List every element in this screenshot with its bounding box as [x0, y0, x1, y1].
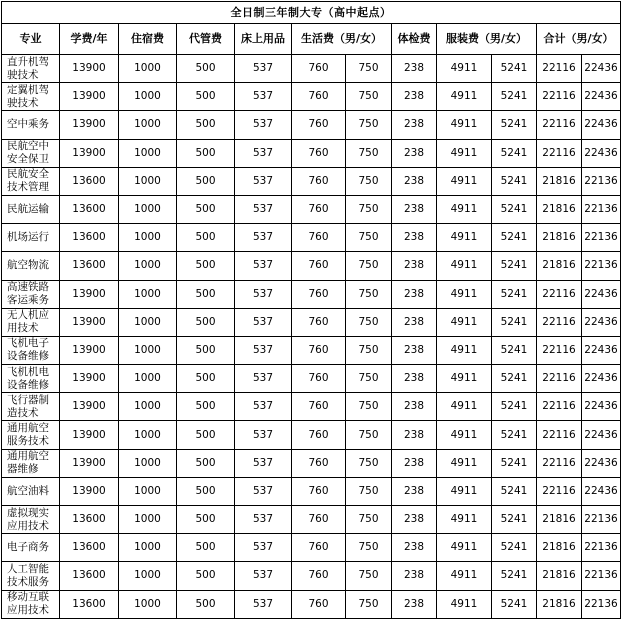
cell-uniform-female: 5241	[492, 280, 537, 308]
cell-living-male: 760	[292, 590, 346, 618]
cell-tuition: 13900	[60, 421, 119, 449]
cell-living-female: 750	[346, 308, 392, 336]
cell-bedding: 537	[235, 308, 292, 336]
cell-tuition: 13900	[60, 280, 119, 308]
cell-bedding: 537	[235, 252, 292, 280]
cell-physical: 238	[392, 308, 437, 336]
cell-dorm: 1000	[119, 308, 177, 336]
cell-total-male: 22116	[537, 393, 582, 421]
cell-total-male: 21816	[537, 167, 582, 195]
cell-major: 飞机机电设备维修	[2, 365, 60, 393]
cell-uniform-female: 5241	[492, 83, 537, 111]
cell-uniform-male: 4911	[437, 252, 492, 280]
cell-living-female: 750	[346, 336, 392, 364]
cell-physical: 238	[392, 449, 437, 477]
cell-tuition: 13600	[60, 252, 119, 280]
cell-total-female: 22136	[582, 252, 621, 280]
cell-major: 高速铁路客运乘务	[2, 280, 60, 308]
cell-agency: 500	[177, 421, 235, 449]
cell-uniform-female: 5241	[492, 477, 537, 505]
cell-total-male: 21816	[537, 506, 582, 534]
cell-major: 民航空中安全保卫	[2, 139, 60, 167]
cell-bedding: 537	[235, 506, 292, 534]
cell-total-male: 21816	[537, 224, 582, 252]
cell-living-male: 760	[292, 308, 346, 336]
cell-uniform-male: 4911	[437, 477, 492, 505]
header-major: 专业	[2, 24, 60, 55]
cell-dorm: 1000	[119, 139, 177, 167]
cell-major: 航空油料	[2, 477, 60, 505]
cell-living-female: 750	[346, 55, 392, 83]
header-agency: 代管费	[177, 24, 235, 55]
table-row	[2, 224, 621, 252]
cell-uniform-male: 4911	[437, 393, 492, 421]
table-row	[2, 308, 621, 336]
cell-physical: 238	[392, 590, 437, 618]
cell-uniform-female: 5241	[492, 139, 537, 167]
cell-living-female: 750	[346, 224, 392, 252]
cell-living-male: 760	[292, 449, 346, 477]
cell-living-male: 760	[292, 393, 346, 421]
cell-tuition: 13600	[60, 562, 119, 590]
cell-tuition: 13600	[60, 590, 119, 618]
cell-total-female: 22436	[582, 308, 621, 336]
cell-uniform-male: 4911	[437, 280, 492, 308]
header-row	[2, 24, 621, 55]
cell-uniform-female: 5241	[492, 562, 537, 590]
cell-tuition: 13600	[60, 506, 119, 534]
cell-living-male: 760	[292, 365, 346, 393]
cell-total-male: 22116	[537, 365, 582, 393]
cell-dorm: 1000	[119, 477, 177, 505]
cell-agency: 500	[177, 280, 235, 308]
cell-living-male: 760	[292, 336, 346, 364]
cell-physical: 238	[392, 365, 437, 393]
cell-dorm: 1000	[119, 365, 177, 393]
cell-total-female: 22136	[582, 224, 621, 252]
table-row	[2, 167, 621, 195]
cell-total-male: 22116	[537, 477, 582, 505]
cell-living-male: 760	[292, 280, 346, 308]
cell-bedding: 537	[235, 336, 292, 364]
cell-physical: 238	[392, 562, 437, 590]
cell-physical: 238	[392, 111, 437, 139]
cell-total-female: 22436	[582, 477, 621, 505]
cell-uniform-female: 5241	[492, 195, 537, 223]
table-row	[2, 55, 621, 83]
table-row	[2, 252, 621, 280]
cell-dorm: 1000	[119, 506, 177, 534]
cell-total-male: 21816	[537, 590, 582, 618]
cell-physical: 238	[392, 534, 437, 562]
cell-dorm: 1000	[119, 562, 177, 590]
cell-uniform-male: 4911	[437, 421, 492, 449]
cell-bedding: 537	[235, 562, 292, 590]
header-living: 生活费（男/女）	[292, 24, 392, 55]
cell-living-female: 750	[346, 393, 392, 421]
cell-total-female: 22436	[582, 139, 621, 167]
cell-bedding: 537	[235, 534, 292, 562]
cell-total-male: 22116	[537, 308, 582, 336]
cell-major: 人工智能技术服务	[2, 562, 60, 590]
cell-agency: 500	[177, 111, 235, 139]
cell-living-female: 750	[346, 365, 392, 393]
cell-uniform-female: 5241	[492, 55, 537, 83]
table-row	[2, 83, 621, 111]
cell-uniform-female: 5241	[492, 393, 537, 421]
cell-bedding: 537	[235, 393, 292, 421]
cell-physical: 238	[392, 252, 437, 280]
cell-total-female: 22436	[582, 393, 621, 421]
cell-uniform-male: 4911	[437, 83, 492, 111]
cell-major: 无人机应用技术	[2, 308, 60, 336]
cell-physical: 238	[392, 393, 437, 421]
cell-agency: 500	[177, 562, 235, 590]
table-row	[2, 449, 621, 477]
cell-uniform-male: 4911	[437, 195, 492, 223]
cell-living-female: 750	[346, 421, 392, 449]
cell-total-female: 22136	[582, 506, 621, 534]
cell-major: 通用航空服务技术	[2, 421, 60, 449]
cell-dorm: 1000	[119, 224, 177, 252]
table-row	[2, 506, 621, 534]
cell-major: 虚拟现实应用技术	[2, 506, 60, 534]
table-row	[2, 477, 621, 505]
cell-bedding: 537	[235, 421, 292, 449]
fee-table	[1, 1, 621, 619]
cell-living-female: 750	[346, 111, 392, 139]
header-uniform: 服装费（男/女）	[437, 24, 537, 55]
cell-total-male: 22116	[537, 111, 582, 139]
cell-major: 飞行器制造技术	[2, 393, 60, 421]
cell-tuition: 13900	[60, 365, 119, 393]
cell-uniform-female: 5241	[492, 590, 537, 618]
cell-living-male: 760	[292, 562, 346, 590]
cell-bedding: 537	[235, 167, 292, 195]
cell-dorm: 1000	[119, 83, 177, 111]
cell-tuition: 13900	[60, 477, 119, 505]
cell-major: 空中乘务	[2, 111, 60, 139]
cell-major: 移动互联应用技术	[2, 590, 60, 618]
cell-uniform-female: 5241	[492, 252, 537, 280]
cell-tuition: 13600	[60, 224, 119, 252]
cell-uniform-female: 5241	[492, 224, 537, 252]
cell-uniform-male: 4911	[437, 506, 492, 534]
cell-tuition: 13900	[60, 449, 119, 477]
cell-dorm: 1000	[119, 590, 177, 618]
cell-living-male: 760	[292, 83, 346, 111]
cell-uniform-male: 4911	[437, 562, 492, 590]
cell-uniform-male: 4911	[437, 167, 492, 195]
cell-uniform-female: 5241	[492, 421, 537, 449]
table-row	[2, 139, 621, 167]
cell-major: 民航安全技术管理	[2, 167, 60, 195]
cell-agency: 500	[177, 83, 235, 111]
cell-uniform-male: 4911	[437, 139, 492, 167]
cell-total-female: 22136	[582, 534, 621, 562]
cell-total-female: 22436	[582, 83, 621, 111]
cell-major: 通用航空器维修	[2, 449, 60, 477]
cell-tuition: 13900	[60, 393, 119, 421]
cell-total-female: 22436	[582, 111, 621, 139]
cell-living-female: 750	[346, 252, 392, 280]
cell-physical: 238	[392, 280, 437, 308]
cell-uniform-male: 4911	[437, 590, 492, 618]
cell-uniform-female: 5241	[492, 167, 537, 195]
cell-physical: 238	[392, 224, 437, 252]
cell-uniform-female: 5241	[492, 365, 537, 393]
table-row	[2, 111, 621, 139]
cell-tuition: 13600	[60, 195, 119, 223]
cell-bedding: 537	[235, 449, 292, 477]
cell-total-female: 22136	[582, 590, 621, 618]
cell-total-male: 22116	[537, 449, 582, 477]
header-tuition: 学费/年	[60, 24, 119, 55]
cell-living-female: 750	[346, 562, 392, 590]
cell-living-male: 760	[292, 224, 346, 252]
cell-total-male: 22116	[537, 83, 582, 111]
cell-uniform-male: 4911	[437, 449, 492, 477]
cell-total-male: 22116	[537, 421, 582, 449]
header-total: 合计（男/女）	[537, 24, 621, 55]
cell-living-male: 760	[292, 55, 346, 83]
table-row	[2, 590, 621, 618]
cell-tuition: 13900	[60, 139, 119, 167]
cell-uniform-male: 4911	[437, 55, 492, 83]
cell-living-male: 760	[292, 167, 346, 195]
cell-bedding: 537	[235, 590, 292, 618]
cell-bedding: 537	[235, 139, 292, 167]
cell-agency: 500	[177, 590, 235, 618]
cell-total-male: 21816	[537, 562, 582, 590]
header-bedding: 床上用品	[235, 24, 292, 55]
cell-total-male: 21816	[537, 195, 582, 223]
cell-major: 电子商务	[2, 534, 60, 562]
cell-agency: 500	[177, 55, 235, 83]
cell-living-female: 750	[346, 590, 392, 618]
cell-major: 民航运输	[2, 195, 60, 223]
cell-agency: 500	[177, 506, 235, 534]
cell-physical: 238	[392, 506, 437, 534]
cell-uniform-male: 4911	[437, 111, 492, 139]
cell-total-male: 22116	[537, 55, 582, 83]
cell-total-female: 22436	[582, 421, 621, 449]
cell-physical: 238	[392, 477, 437, 505]
cell-bedding: 537	[235, 111, 292, 139]
table-title-row	[2, 2, 621, 24]
cell-bedding: 537	[235, 83, 292, 111]
cell-physical: 238	[392, 336, 437, 364]
cell-living-female: 750	[346, 83, 392, 111]
cell-agency: 500	[177, 449, 235, 477]
cell-physical: 238	[392, 83, 437, 111]
cell-agency: 500	[177, 252, 235, 280]
cell-total-male: 22116	[537, 336, 582, 364]
cell-uniform-male: 4911	[437, 224, 492, 252]
cell-physical: 238	[392, 139, 437, 167]
cell-uniform-female: 5241	[492, 506, 537, 534]
cell-agency: 500	[177, 365, 235, 393]
cell-living-male: 760	[292, 139, 346, 167]
cell-living-male: 760	[292, 111, 346, 139]
cell-agency: 500	[177, 167, 235, 195]
cell-living-male: 760	[292, 506, 346, 534]
cell-major: 飞机电子设备维修	[2, 336, 60, 364]
cell-agency: 500	[177, 224, 235, 252]
cell-total-female: 22436	[582, 449, 621, 477]
table-row	[2, 393, 621, 421]
cell-uniform-female: 5241	[492, 449, 537, 477]
cell-dorm: 1000	[119, 252, 177, 280]
cell-major: 定翼机驾驶技术	[2, 83, 60, 111]
cell-total-female: 22436	[582, 336, 621, 364]
cell-agency: 500	[177, 195, 235, 223]
cell-total-female: 22136	[582, 562, 621, 590]
header-dorm: 住宿费	[119, 24, 177, 55]
cell-agency: 500	[177, 534, 235, 562]
cell-tuition: 13900	[60, 111, 119, 139]
cell-total-male: 21816	[537, 534, 582, 562]
cell-bedding: 537	[235, 280, 292, 308]
cell-agency: 500	[177, 139, 235, 167]
cell-dorm: 1000	[119, 421, 177, 449]
cell-total-male: 22116	[537, 139, 582, 167]
cell-uniform-male: 4911	[437, 336, 492, 364]
table-row	[2, 280, 621, 308]
cell-total-female: 22436	[582, 55, 621, 83]
cell-bedding: 537	[235, 477, 292, 505]
table-row	[2, 562, 621, 590]
cell-tuition: 13600	[60, 534, 119, 562]
cell-dorm: 1000	[119, 393, 177, 421]
cell-tuition: 13900	[60, 336, 119, 364]
table-row	[2, 195, 621, 223]
cell-tuition: 13600	[60, 167, 119, 195]
cell-dorm: 1000	[119, 336, 177, 364]
cell-living-female: 750	[346, 477, 392, 505]
cell-living-male: 760	[292, 421, 346, 449]
cell-living-female: 750	[346, 167, 392, 195]
cell-living-female: 750	[346, 139, 392, 167]
cell-major: 直升机驾驶技术	[2, 55, 60, 83]
cell-bedding: 537	[235, 365, 292, 393]
cell-tuition: 13900	[60, 83, 119, 111]
cell-living-female: 750	[346, 280, 392, 308]
cell-dorm: 1000	[119, 167, 177, 195]
cell-physical: 238	[392, 55, 437, 83]
cell-bedding: 537	[235, 195, 292, 223]
table-row	[2, 534, 621, 562]
cell-living-male: 760	[292, 252, 346, 280]
cell-total-female: 22436	[582, 280, 621, 308]
cell-uniform-female: 5241	[492, 111, 537, 139]
cell-living-male: 760	[292, 477, 346, 505]
cell-living-female: 750	[346, 506, 392, 534]
cell-living-male: 760	[292, 195, 346, 223]
cell-total-female: 22136	[582, 195, 621, 223]
cell-total-male: 22116	[537, 280, 582, 308]
cell-dorm: 1000	[119, 534, 177, 562]
cell-living-female: 750	[346, 534, 392, 562]
cell-dorm: 1000	[119, 111, 177, 139]
cell-uniform-female: 5241	[492, 336, 537, 364]
cell-physical: 238	[392, 167, 437, 195]
cell-agency: 500	[177, 308, 235, 336]
cell-bedding: 537	[235, 224, 292, 252]
table-row	[2, 365, 621, 393]
cell-agency: 500	[177, 477, 235, 505]
cell-tuition: 13900	[60, 55, 119, 83]
cell-uniform-male: 4911	[437, 365, 492, 393]
cell-dorm: 1000	[119, 280, 177, 308]
cell-agency: 500	[177, 393, 235, 421]
cell-tuition: 13900	[60, 308, 119, 336]
cell-total-female: 22436	[582, 365, 621, 393]
cell-uniform-female: 5241	[492, 308, 537, 336]
cell-dorm: 1000	[119, 449, 177, 477]
table-row	[2, 421, 621, 449]
cell-uniform-male: 4911	[437, 534, 492, 562]
cell-major: 航空物流	[2, 252, 60, 280]
cell-bedding: 537	[235, 55, 292, 83]
cell-total-male: 21816	[537, 252, 582, 280]
table-title: 全日制三年制大专（高中起点）	[2, 2, 621, 24]
header-physical: 体检费	[392, 24, 437, 55]
cell-uniform-male: 4911	[437, 308, 492, 336]
cell-physical: 238	[392, 195, 437, 223]
cell-agency: 500	[177, 336, 235, 364]
cell-dorm: 1000	[119, 195, 177, 223]
cell-total-female: 22136	[582, 167, 621, 195]
cell-living-male: 760	[292, 534, 346, 562]
cell-physical: 238	[392, 421, 437, 449]
cell-living-female: 750	[346, 195, 392, 223]
cell-living-female: 750	[346, 449, 392, 477]
cell-uniform-female: 5241	[492, 534, 537, 562]
table-row	[2, 336, 621, 364]
cell-major: 机场运行	[2, 224, 60, 252]
cell-dorm: 1000	[119, 55, 177, 83]
